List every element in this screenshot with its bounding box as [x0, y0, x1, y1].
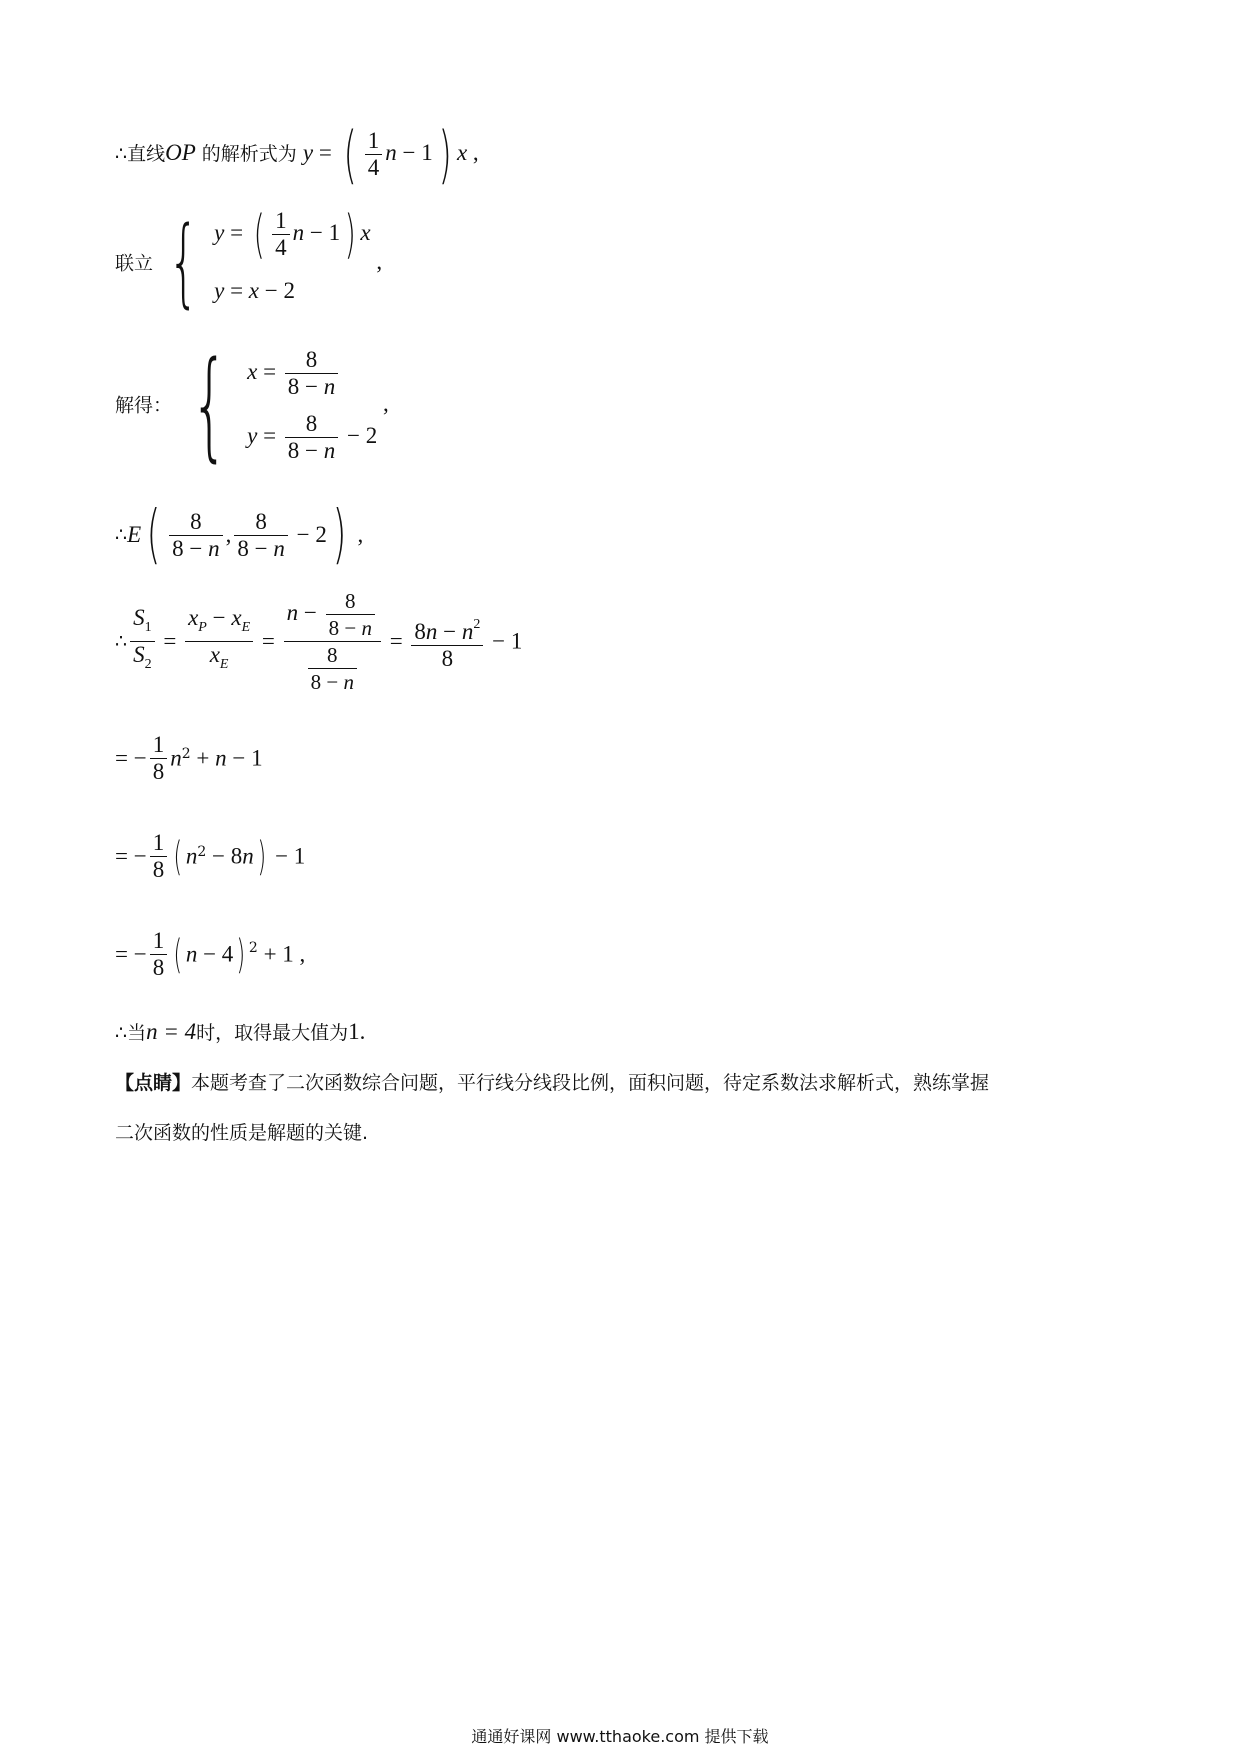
line-area-ratio: ∴ $\frac{S_1}{S_2}$ = $\frac{x_P - x_E}{x_E}$ = n − $\frac{8}{8 - n}$ $\frac{8}{8 - n}$ = $\frac{8n - n^2}{8}$ − 1 [115, 589, 523, 694]
equation-system: y = ( $\frac{1}{4}$ n − 1) x y = x − 2 [214, 204, 371, 303]
line-simultaneous: 联立 { y = ( $\frac{1}{4}$ n − 1) x y = x − 2 , [115, 204, 383, 318]
solution-system: x = $\frac{8}{8 - n}$ y = $\frac{8}{8 - n}$ − 2 [247, 347, 378, 463]
line-expand-2: = − $\frac{1}{8}$ ( $n^2 - 8n) - 1$ [115, 830, 306, 882]
line-op-equation: ∴直线OP 的解析式为 y = ( $\frac{1}{4}$ n − 1) x , [115, 118, 479, 191]
line-solution: 解得： { x = $\frac{8}{8 - n}$ y = $\frac{8}{8 - n}$ − 2 , [115, 335, 389, 473]
text-zhixian: ∴直线 [115, 143, 166, 165]
text-jiede: 解得： [115, 394, 173, 417]
text-lianli: 联立 [115, 252, 154, 275]
comment-paragraph-1: 【点睛】本题考查了二次函数综合问题，平行线分线段比例，面积问题，待定系数法求解析式，熟练掌握 [115, 1072, 990, 1094]
line-expand-1: = − $\frac{1}{8}$ $n^2 + n - 1$ [115, 732, 263, 784]
page-footer: 通通好课网 www.tthaoke.com 提供下载 [471, 1727, 769, 1746]
math-y: y [302, 140, 314, 165]
line-point-e: ∴E( $\frac{8}{8 - n}$ , $\frac{8}{8 - n}$ − 2) , [115, 498, 364, 572]
line-conclusion: ∴当n = 4时，取得最大值为1. [115, 1019, 366, 1044]
compound-fraction: n − $\frac{8}{8 - n}$ $\frac{8}{8 - n}$ [284, 588, 381, 695]
text-jiexishi: 的解析式为 [195, 143, 303, 165]
comment-tag: 【点睛】 [115, 1072, 192, 1094]
comment-paragraph-2: 二次函数的性质是解题的关键. [115, 1122, 369, 1144]
fraction-one-quarter: $\frac{1}{4}$ [365, 128, 383, 181]
text-op: OP [165, 140, 196, 165]
line-vertex-form: = − $\frac{1}{8}$ ( n − 4) $^2$ + 1 , [115, 928, 306, 980]
fraction-s1-s2: $\frac{S_1}{S_2}$ [130, 605, 155, 678]
